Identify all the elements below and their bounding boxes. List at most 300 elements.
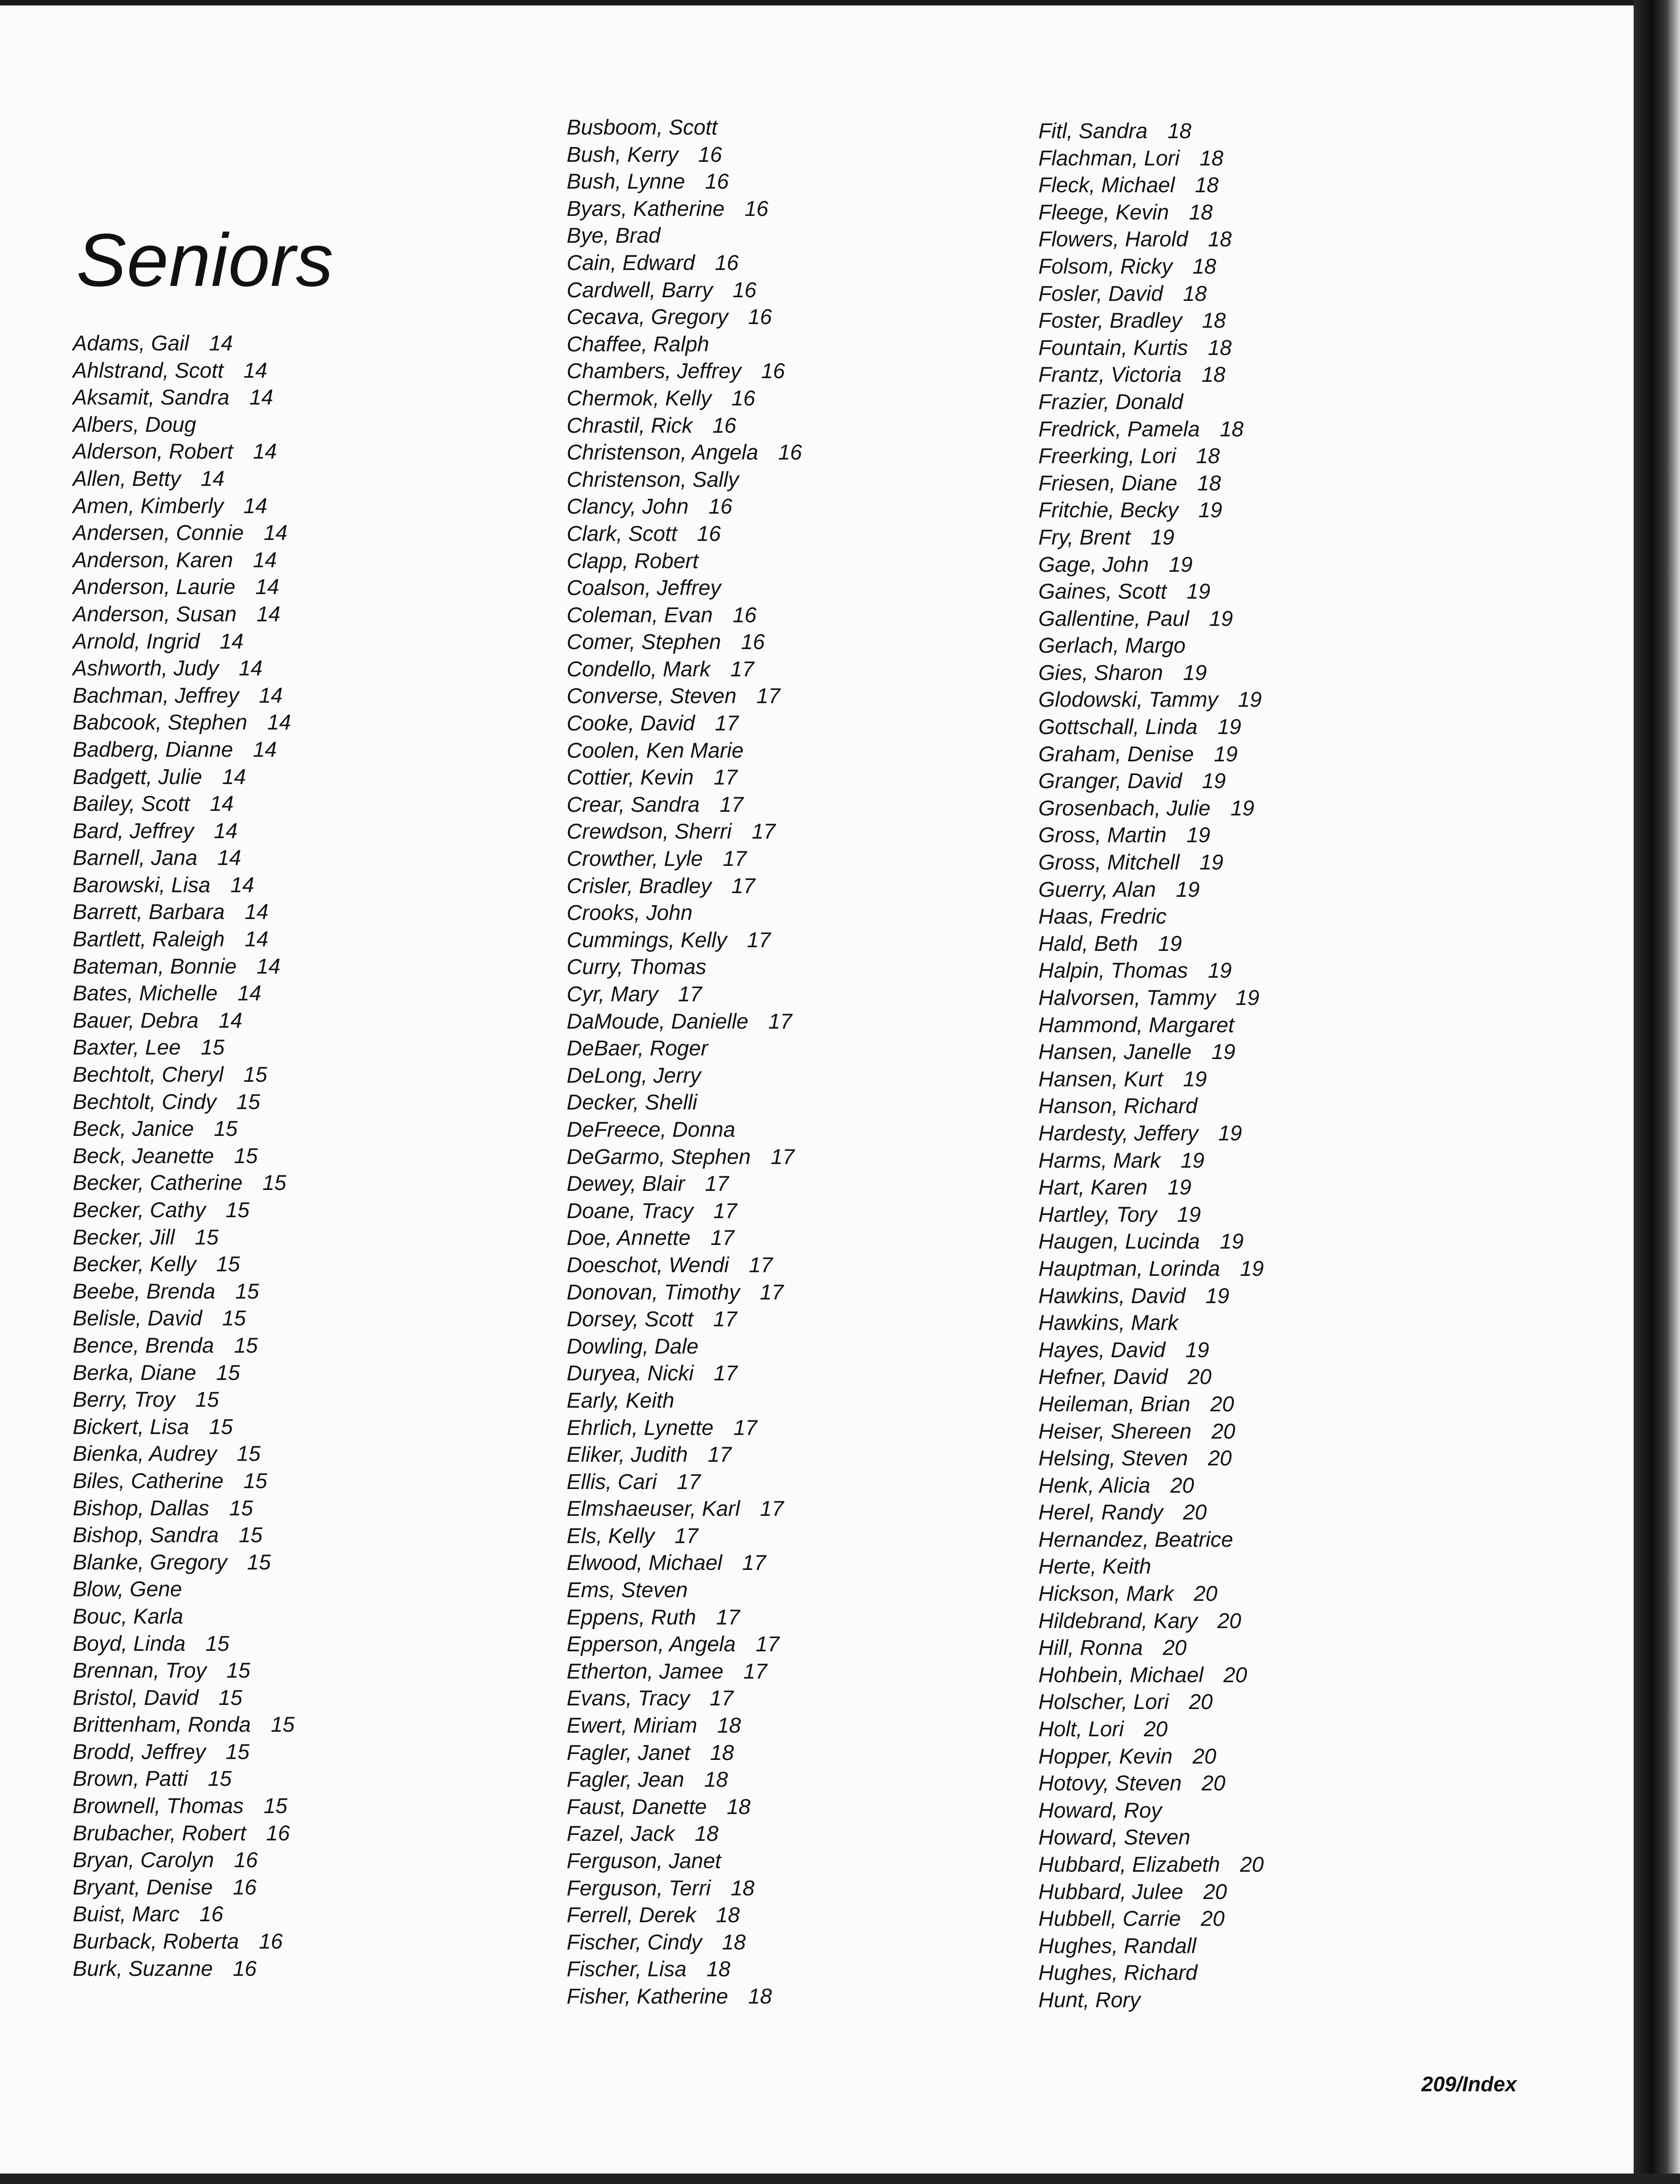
index-entry <box>1038 1661 1264 1689</box>
index-entry <box>567 1008 802 1035</box>
entry-page-number: 14 <box>243 358 268 382</box>
index-entry <box>73 1304 294 1332</box>
entry-page-number: 18 <box>748 1984 772 2008</box>
entry-page-number: 14 <box>239 656 263 680</box>
index-entry <box>567 710 802 737</box>
entry-page-number: 16 <box>778 440 802 465</box>
entry-name: Berry, Troy <box>73 1387 175 1412</box>
entry-name: Fisher, Katherine <box>567 1984 728 2008</box>
entry-name: Freerking, Lori <box>1038 444 1176 468</box>
entry-page-number: 20 <box>1162 1635 1187 1660</box>
index-entry <box>567 493 802 520</box>
index-entry <box>73 1765 294 1792</box>
index-entry <box>1038 849 1264 876</box>
entry-page-number: 15 <box>222 1306 246 1330</box>
entry-name: Halvorsen, Tammy <box>1038 985 1216 1010</box>
entry-name: Chambers, Jeffrey <box>567 359 741 383</box>
index-entry <box>567 1630 802 1658</box>
entry-page-number: 14 <box>200 466 225 490</box>
index-entry <box>1038 1634 1264 1661</box>
entry-page-number: 16 <box>733 602 757 627</box>
entry-page-number: 16 <box>705 169 729 194</box>
index-entry <box>1038 632 1264 659</box>
entry-page-number: 16 <box>744 196 768 220</box>
entry-name: Hart, Karen <box>1038 1175 1148 1199</box>
index-entry <box>567 303 802 330</box>
index-entry <box>567 1441 802 1468</box>
entry-page-number: 15 <box>239 1523 263 1547</box>
index-entry <box>1038 1390 1264 1418</box>
index-entry <box>567 1387 802 1414</box>
entry-page-number: 16 <box>731 385 755 410</box>
entry-name: Bartlett, Raleigh <box>73 927 225 951</box>
entry-name: Becker, Catherine <box>73 1170 243 1195</box>
index-entry <box>73 925 294 953</box>
entry-name: Doe, Annette <box>567 1225 691 1250</box>
entry-page-number: 19 <box>1217 715 1241 739</box>
entry-name: Clancy, John <box>567 494 689 519</box>
entry-name: Bishop, Dallas <box>73 1495 209 1520</box>
index-entry <box>1038 795 1264 822</box>
entry-name: Coleman, Evan <box>567 602 713 627</box>
entry-page-number: 16 <box>234 1848 258 1872</box>
entry-page-number: 19 <box>1208 958 1232 983</box>
index-entry <box>1038 930 1264 957</box>
entry-name: Curry, Thomas <box>567 955 707 979</box>
index-entry <box>567 872 802 900</box>
entry-page-number: 15 <box>225 1198 249 1222</box>
entry-name: Frantz, Victoria <box>1038 362 1182 387</box>
index-entry <box>1038 1824 1264 1851</box>
entry-name: Boyd, Linda <box>73 1631 186 1655</box>
index-entry <box>567 1251 802 1279</box>
index-entry <box>73 1494 294 1522</box>
entry-page-number: 15 <box>208 1766 232 1791</box>
entry-page-number: 20 <box>1201 1771 1226 1795</box>
index-entry <box>73 1603 294 1630</box>
entry-page-number: 18 <box>706 1957 731 1981</box>
index-entry <box>73 1250 294 1278</box>
entry-page-number: 18 <box>1199 145 1224 170</box>
entry-name: Christenson, Sally <box>567 467 739 491</box>
index-entry <box>73 1169 294 1196</box>
index-entry <box>1038 1336 1264 1364</box>
entry-page-number: 20 <box>1211 1419 1236 1443</box>
index-entry <box>73 546 294 574</box>
entry-page-number: 17 <box>759 1279 784 1304</box>
entry-name: Heiser, Shereen <box>1038 1419 1192 1443</box>
entry-name: Brown, Patti <box>73 1766 188 1791</box>
entry-page-number: 14 <box>244 927 269 951</box>
index-entry <box>1038 470 1264 497</box>
book-binding-edge <box>1634 0 1680 2184</box>
entry-page-number: 20 <box>1223 1662 1247 1687</box>
entry-name: Doeschot, Wendi <box>567 1252 729 1277</box>
entry-name: Duryea, Nicki <box>567 1361 694 1385</box>
entry-name: Bechtolt, Cindy <box>73 1089 217 1114</box>
entry-name: Herel, Randy <box>1038 1500 1163 1524</box>
index-entry <box>73 1467 294 1494</box>
index-column-2 <box>567 114 802 2010</box>
entry-page-number: 18 <box>1183 281 1207 305</box>
entry-name: Cyr, Mary <box>567 982 658 1006</box>
index-entry <box>73 1278 294 1305</box>
entry-page-number: 14 <box>256 601 280 626</box>
entry-page-number: 15 <box>226 1658 250 1683</box>
entry-name: Converse, Steven <box>567 684 737 708</box>
entry-name: Baxter, Lee <box>73 1035 181 1060</box>
entry-name: Bates, Michelle <box>73 981 218 1005</box>
entry-name: Early, Keith <box>567 1388 674 1412</box>
entry-page-number: 15 <box>262 1170 286 1195</box>
entry-page-number: 17 <box>749 1252 773 1277</box>
entry-page-number: 18 <box>1197 470 1221 495</box>
index-entry <box>73 1684 294 1711</box>
index-entry <box>73 330 294 357</box>
entry-name: Barowski, Lisa <box>73 872 210 897</box>
entry-name: Hildebrand, Kary <box>1038 1608 1198 1633</box>
index-entry <box>567 1576 802 1604</box>
index-entry <box>73 519 294 546</box>
entry-page-number: 19 <box>1211 1040 1236 1064</box>
entry-page-number: 15 <box>243 1468 268 1493</box>
entry-page-number: 16 <box>259 1929 283 1954</box>
index-entry <box>1038 253 1264 280</box>
index-entry <box>1038 199 1264 226</box>
entry-page-number: 15 <box>237 1441 261 1466</box>
entry-name: Eliker, Judith <box>567 1442 688 1467</box>
index-entry <box>567 141 802 168</box>
entry-name: Fosler, David <box>1038 281 1163 305</box>
entry-page-number: 17 <box>760 1496 784 1521</box>
entry-page-number: 16 <box>233 1956 257 1980</box>
entry-page-number: 17 <box>715 711 739 735</box>
entry-page-number: 18 <box>710 1740 734 1764</box>
entry-page-number: 14 <box>267 710 291 735</box>
index-entry <box>73 438 294 465</box>
index-entry <box>567 655 802 683</box>
index-entry <box>567 1116 802 1143</box>
entry-name: Friesen, Diane <box>1038 470 1177 495</box>
entry-name: Faust, Danette <box>567 1794 707 1819</box>
index-entry <box>73 1900 294 1928</box>
index-entry <box>1038 1309 1264 1336</box>
index-entry <box>73 1413 294 1440</box>
entry-name: Bye, Brad <box>567 223 661 248</box>
index-column-1 <box>73 330 294 1982</box>
entry-name: Etherton, Jamee <box>567 1659 723 1683</box>
entry-page-number: 19 <box>1205 1283 1230 1308</box>
entry-page-number: 17 <box>677 1469 701 1494</box>
index-entry <box>73 980 294 1007</box>
entry-page-number: 15 <box>225 1739 249 1764</box>
index-entry <box>73 709 294 736</box>
entry-name: Gage, John <box>1038 552 1149 576</box>
entry-page-number: 14 <box>243 493 267 518</box>
index-entry <box>73 1440 294 1467</box>
index-entry <box>567 1901 802 1929</box>
entry-page-number: 17 <box>708 1442 732 1467</box>
entry-name: Barnell, Jana <box>73 845 198 870</box>
entry-page-number: 19 <box>1177 1202 1201 1226</box>
entry-name: Helsing, Steven <box>1038 1446 1188 1470</box>
entry-name: Doane, Tracy <box>567 1198 693 1223</box>
entry-name: DeBaer, Roger <box>567 1036 708 1060</box>
index-entry <box>73 1738 294 1765</box>
entry-name: Crewdson, Sherri <box>567 819 732 844</box>
entry-page-number: 18 <box>1201 362 1226 387</box>
entry-name: Chermok, Kelly <box>567 385 712 410</box>
entry-name: Dowling, Dale <box>567 1334 698 1358</box>
entry-page-number: 15 <box>216 1252 240 1276</box>
entry-name: Blanke, Gregory <box>73 1549 227 1574</box>
entry-name: Herte, Keith <box>1038 1554 1152 1579</box>
entry-name: Becker, Jill <box>73 1224 175 1249</box>
index-entry <box>567 1495 802 1522</box>
entry-name: Eppens, Ruth <box>567 1604 696 1629</box>
entry-page-number: 16 <box>266 1820 290 1845</box>
index-entry <box>1038 1688 1264 1715</box>
entry-page-number: 17 <box>709 1686 734 1710</box>
index-entry <box>567 1983 802 2010</box>
index-entry <box>567 520 802 547</box>
entry-name: DaMoude, Danielle <box>567 1009 748 1033</box>
entry-name: Brennan, Troy <box>73 1658 207 1683</box>
entry-page-number: 15 <box>234 1333 258 1357</box>
entry-page-number: 16 <box>697 521 721 545</box>
index-entry <box>567 764 802 791</box>
index-entry <box>1038 1201 1264 1228</box>
index-entry <box>73 1846 294 1874</box>
index-entry <box>567 1062 802 1089</box>
entry-page-number: 18 <box>722 1929 746 1954</box>
index-entry <box>1038 1147 1264 1174</box>
index-entry <box>1038 605 1264 632</box>
entry-name: Gallentine, Paul <box>1038 606 1189 630</box>
index-entry <box>567 899 802 926</box>
section-title: Seniors <box>76 218 334 302</box>
entry-page-number: 14 <box>218 1008 243 1032</box>
entry-page-number: 19 <box>1220 1229 1244 1254</box>
index-entry <box>73 763 294 790</box>
entry-page-number: 15 <box>229 1495 253 1520</box>
entry-page-number: 17 <box>768 1009 793 1033</box>
entry-name: Ellis, Cari <box>567 1469 657 1494</box>
entry-page-number: 14 <box>237 981 261 1005</box>
entry-name: Halpin, Thomas <box>1038 958 1188 983</box>
entry-name: Hartley, Tory <box>1038 1202 1157 1226</box>
entry-page-number: 20 <box>1192 1744 1216 1768</box>
entry-name: Folsom, Ricky <box>1038 254 1173 278</box>
entry-page-number: 15 <box>247 1549 271 1574</box>
index-entry <box>1038 1255 1264 1282</box>
index-entry <box>1038 117 1264 145</box>
entry-page-number: 18 <box>1220 416 1244 441</box>
entry-page-number: 16 <box>199 1902 224 1926</box>
entry-name: Adams, Gail <box>73 331 189 355</box>
entry-page-number: 17 <box>710 1225 734 1250</box>
entry-page-number: 19 <box>1186 823 1211 847</box>
index-entry <box>1038 767 1264 795</box>
entry-page-number: 14 <box>253 439 277 464</box>
index-entry <box>1038 1769 1264 1797</box>
entry-page-number: 19 <box>1158 931 1182 955</box>
index-entry <box>73 1061 294 1088</box>
index-entry <box>567 737 802 764</box>
entry-page-number: 17 <box>730 656 754 681</box>
entry-page-number: 17 <box>678 982 702 1006</box>
entry-name: Hubbell, Carrie <box>1038 1906 1181 1931</box>
index-entry <box>1038 1119 1264 1147</box>
entry-name: Clark, Scott <box>567 521 677 545</box>
entry-name: Belisle, David <box>73 1306 202 1330</box>
entry-name: Hawkins, David <box>1038 1283 1186 1308</box>
index-entry <box>567 1170 802 1197</box>
entry-name: Clapp, Robert <box>567 548 698 573</box>
entry-name: Crooks, John <box>567 900 693 925</box>
index-entry <box>1038 280 1264 307</box>
index-entry <box>1038 1092 1264 1119</box>
entry-name: Bachman, Jeffrey <box>73 683 239 707</box>
entry-name: Gross, Mitchell <box>1038 850 1180 875</box>
index-entry <box>567 845 802 872</box>
entry-page-number: 15 <box>243 1062 268 1087</box>
entry-name: Hayes, David <box>1038 1337 1166 1362</box>
entry-name: Flachman, Lori <box>1038 145 1180 170</box>
index-entry <box>567 222 802 249</box>
entry-name: Chrastil, Rick <box>567 413 693 437</box>
entry-name: Graham, Denise <box>1038 741 1194 766</box>
entry-name: Bechtolt, Cheryl <box>73 1062 224 1087</box>
entry-name: Anderson, Karen <box>73 547 233 572</box>
entry-page-number: 18 <box>1192 254 1216 278</box>
entry-name: Ehrlich, Lynette <box>567 1415 714 1439</box>
index-entry <box>73 655 294 682</box>
entry-name: Busboom, Scott <box>567 115 718 139</box>
index-entry <box>567 330 802 358</box>
entry-name: Hughes, Randall <box>1038 1933 1196 1958</box>
entry-page-number: 17 <box>747 927 771 952</box>
entry-name: Hansen, Janelle <box>1038 1040 1192 1064</box>
entry-name: Andersen, Connie <box>73 520 244 545</box>
entry-name: Cain, Edward <box>567 250 695 275</box>
entry-page-number: 17 <box>755 1632 780 1656</box>
entry-page-number: 20 <box>1183 1500 1207 1524</box>
index-entry <box>567 1929 802 1956</box>
entry-name: Becker, Cathy <box>73 1198 206 1222</box>
entry-name: Hunt, Rory <box>1038 1987 1141 2012</box>
index-entry <box>1038 1174 1264 1201</box>
index-entry <box>73 844 294 871</box>
entry-page-number: 15 <box>216 1360 240 1384</box>
entry-page-number: 18 <box>1208 335 1232 360</box>
entry-name: Hotovy, Steven <box>1038 1771 1182 1795</box>
entry-page-number: 19 <box>1180 1148 1205 1172</box>
index-entry <box>567 1820 802 1847</box>
index-entry <box>567 385 802 412</box>
index-entry <box>73 1792 294 1819</box>
entry-name: Buist, Marc <box>73 1902 180 1926</box>
index-entry <box>567 1766 802 1793</box>
index-entry <box>1038 1580 1264 1607</box>
entry-page-number: 14 <box>219 629 244 653</box>
entry-page-number: 19 <box>1183 1066 1207 1091</box>
entry-name: Bailey, Scott <box>73 791 190 816</box>
entry-page-number: 18 <box>730 1875 755 1900</box>
entry-page-number: 14 <box>209 791 234 816</box>
index-entry <box>567 574 802 601</box>
entry-page-number: 20 <box>1201 1906 1225 1931</box>
entry-name: Frazier, Donald <box>1038 389 1183 414</box>
entry-name: Haas, Fredric <box>1038 904 1167 929</box>
entry-name: Badberg, Dianne <box>73 737 233 761</box>
index-entry <box>1038 1715 1264 1743</box>
index-entry <box>567 682 802 710</box>
entry-page-number: 18 <box>1167 119 1191 143</box>
entry-page-number: 18 <box>1196 444 1220 468</box>
index-entry <box>73 1657 294 1684</box>
entry-name: Bush, Lynne <box>567 169 685 194</box>
index-entry <box>73 1549 294 1576</box>
entry-name: Crear, Sandra <box>567 792 700 816</box>
index-entry <box>567 1414 802 1441</box>
entry-name: Hald, Beth <box>1038 931 1138 955</box>
entry-name: Bouc, Karla <box>73 1604 183 1628</box>
index-entry <box>1038 1878 1264 1905</box>
entry-name: Cardwell, Barry <box>567 277 713 302</box>
entry-name: Barrett, Barbara <box>73 900 225 924</box>
index-entry <box>567 1143 802 1170</box>
entry-name: Amen, Kimberly <box>73 493 224 518</box>
entry-name: Haugen, Lucinda <box>1038 1229 1200 1254</box>
index-entry <box>73 1224 294 1251</box>
entry-page-number: 18 <box>1202 308 1226 333</box>
page-bottom-edge <box>0 2174 1680 2184</box>
index-entry <box>1038 1607 1264 1634</box>
index-entry <box>1038 334 1264 361</box>
entry-page-number: 19 <box>1240 1256 1264 1280</box>
entry-page-number: 19 <box>1176 877 1200 901</box>
entry-name: Granger, David <box>1038 769 1182 793</box>
entry-page-number: 19 <box>1209 606 1233 630</box>
entry-name: Bence, Brenda <box>73 1333 214 1357</box>
entry-page-number: 20 <box>1189 1689 1213 1714</box>
entry-page-number: 20 <box>1170 1473 1194 1497</box>
entry-name: Ferguson, Janet <box>567 1849 721 1873</box>
entry-page-number: 19 <box>1150 525 1175 549</box>
entry-page-number: 20 <box>1193 1581 1218 1606</box>
entry-name: Glodowski, Tammy <box>1038 687 1218 712</box>
index-entry <box>1038 1011 1264 1039</box>
entry-name: Gies, Sharon <box>1038 660 1163 685</box>
entry-name: Fagler, Janet <box>567 1740 690 1764</box>
index-entry <box>1038 1959 1264 1986</box>
entry-name: Hohbein, Michael <box>1038 1662 1204 1687</box>
entry-page-number: 17 <box>742 1550 766 1575</box>
entry-name: Harms, Mark <box>1038 1148 1161 1172</box>
entry-page-number: 19 <box>1185 1337 1209 1362</box>
index-entry <box>567 926 802 954</box>
entry-name: Hickson, Mark <box>1038 1581 1174 1606</box>
index-column-3 <box>1038 117 1264 2014</box>
index-entry <box>1038 307 1264 334</box>
entry-page-number: 15 <box>218 1685 243 1709</box>
entry-page-number: 19 <box>1167 1175 1191 1199</box>
index-entry <box>73 953 294 980</box>
entry-name: Bryant, Denise <box>73 1874 213 1899</box>
entry-page-number: 15 <box>214 1116 238 1141</box>
index-entry <box>73 573 294 600</box>
